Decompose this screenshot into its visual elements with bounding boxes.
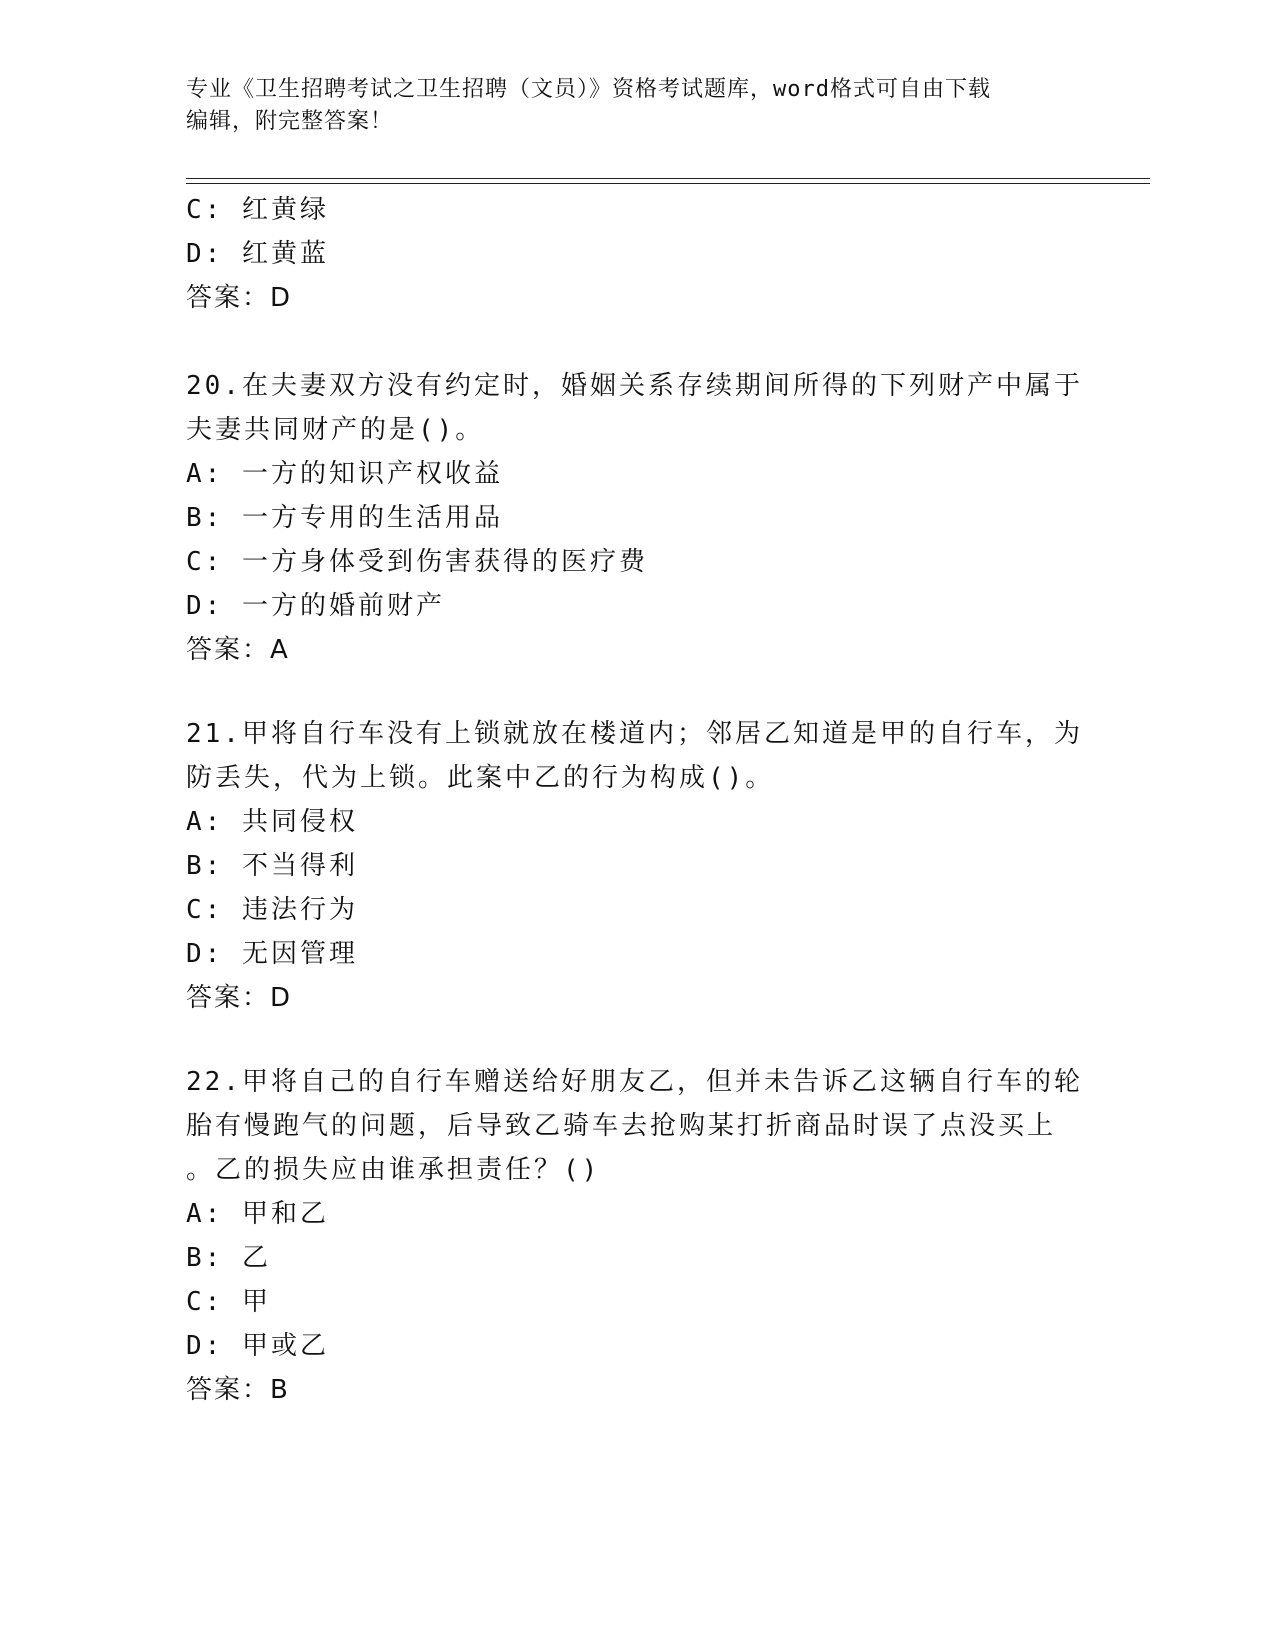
q22-option-c: C: 甲 bbox=[186, 1287, 271, 1317]
header-line-2: 编辑，附完整答案！ bbox=[186, 109, 394, 134]
q19-option-d: D: 红黄蓝 bbox=[186, 239, 329, 269]
q22-stem-line-1: 22.甲将自己的自行车赠送给好朋友乙，但并未告诉乙这辆自行车的轮 bbox=[186, 1067, 1083, 1097]
q20-option-a: A: 一方的知识产权收益 bbox=[186, 459, 503, 489]
q20-option-b: B: 一方专用的生活用品 bbox=[186, 503, 503, 533]
q22-stem-line-3: 。乙的损失应由谁承担责任？() bbox=[186, 1155, 601, 1185]
q22-answer: 答案：B bbox=[186, 1375, 290, 1405]
document-header bbox=[186, 74, 1066, 138]
q19-answer: 答案：D bbox=[186, 283, 293, 313]
q20-stem-line-1: 20.在夫妻双方没有约定时，婚姻关系存续期间所得的下列财产中属于 bbox=[186, 371, 1083, 401]
q21-option-d: D: 无因管理 bbox=[186, 939, 358, 969]
q22-option-a: A: 甲和乙 bbox=[186, 1199, 329, 1229]
q21-option-b: B: 不当得利 bbox=[186, 851, 358, 881]
q19-option-c: C: 红黄绿 bbox=[186, 195, 329, 225]
q20-answer: 答案：A bbox=[186, 635, 290, 665]
header-rule-top bbox=[186, 178, 1150, 179]
q21-option-a: A: 共同侵权 bbox=[186, 807, 358, 837]
q22-stem-line-2: 胎有慢跑气的问题，后导致乙骑车去抢购某打折商品时误了点没买上 bbox=[186, 1111, 1057, 1141]
q22-option-d: D: 甲或乙 bbox=[186, 1331, 329, 1361]
q21-stem-line-1: 21.甲将自行车没有上锁就放在楼道内；邻居乙知道是甲的自行车，为 bbox=[186, 719, 1083, 749]
q22-option-b: B: 乙 bbox=[186, 1243, 271, 1273]
q20-stem-line-2: 夫妻共同财产的是()。 bbox=[186, 415, 485, 445]
q20-option-d: D: 一方的婚前财产 bbox=[186, 591, 445, 621]
header-line-1: 专业《卫生招聘考试之卫生招聘（文员）》资格考试题库，word格式可自由下载 bbox=[186, 77, 991, 102]
q21-option-c: C: 违法行为 bbox=[186, 895, 358, 925]
q21-answer: 答案：D bbox=[186, 983, 293, 1013]
q20-option-c: C: 一方身体受到伤害获得的医疗费 bbox=[186, 547, 648, 577]
q21-stem-line-2: 防丢失，代为上锁。此案中乙的行为构成()。 bbox=[186, 763, 775, 793]
header-rule-bottom bbox=[186, 183, 1150, 184]
